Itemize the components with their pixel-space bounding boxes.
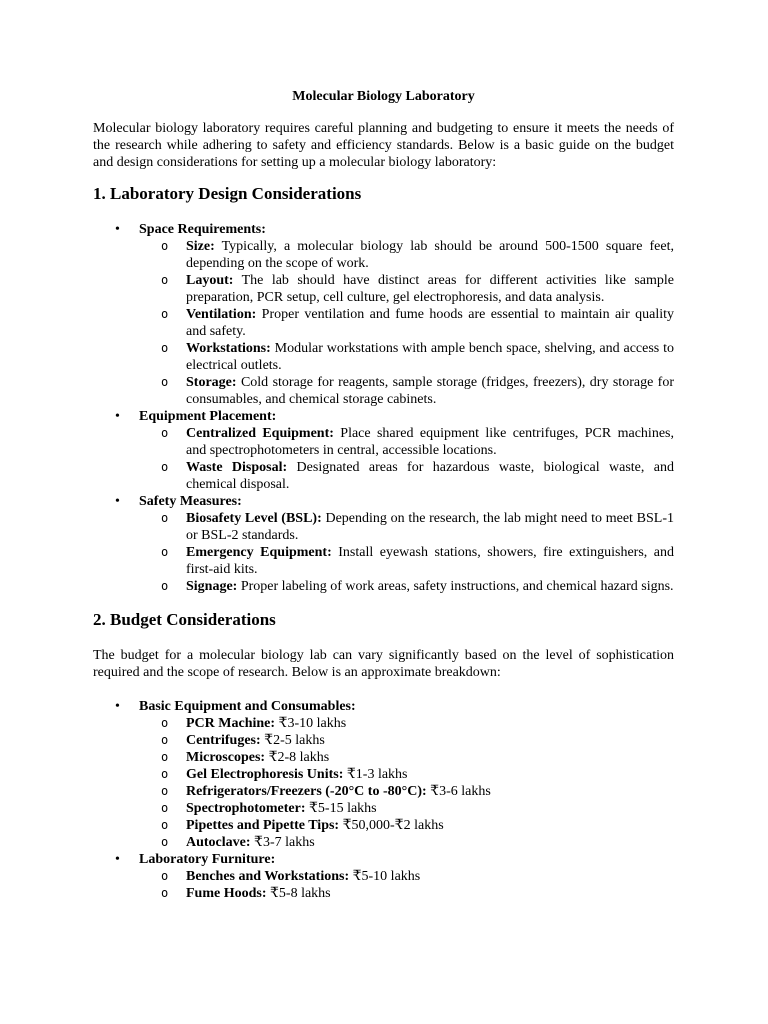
item-term: PCR Machine: [186, 716, 276, 731]
bullet-marker: • [115, 852, 120, 867]
item-text: Designated areas for hazardous waste, biological waste, and chemical disposal. [186, 460, 674, 492]
item-term: Spectrophotometer: [186, 801, 306, 816]
item-text: Place shared equipment like centrifuges, PCR machines, and spectrophotometers in central, accessible locations. [186, 426, 674, 458]
list-item [139, 715, 674, 732]
item-text: ₹2-8 lakhs [265, 750, 330, 765]
group-label: Space Requirements: [139, 222, 266, 237]
item-term: Signage: [186, 579, 238, 594]
item-term: Ventilation: [186, 307, 257, 322]
list-item [139, 834, 674, 851]
sub-bullet-marker: o [161, 460, 169, 474]
item-term: Refrigerators/Freezers (-20°C to -80°C): [186, 784, 427, 799]
list-item [139, 578, 674, 595]
sub-bullet-marker: o [161, 716, 169, 730]
list-item [139, 459, 674, 493]
item-text: Depending on the research, the lab might need to meet BSL-1 or BSL-2 standards. [186, 511, 674, 543]
spacer [93, 681, 674, 698]
sub-bullet-marker: o [161, 511, 169, 525]
sub-bullet-marker: o [161, 341, 169, 355]
list-item [139, 800, 674, 817]
sub-bullet-marker: o [161, 375, 169, 389]
group-label: Safety Measures: [139, 494, 242, 509]
list-group [93, 408, 674, 493]
section-2-list [93, 698, 674, 902]
sub-list [139, 868, 674, 902]
item-text: ₹2-5 lakhs [260, 733, 325, 748]
sub-list [139, 510, 674, 595]
sub-bullet-marker: o [161, 886, 169, 900]
bullet-marker: • [115, 409, 120, 424]
sub-bullet-marker: o [161, 307, 169, 321]
sub-bullet-marker: o [161, 733, 169, 747]
list-group [93, 221, 674, 408]
item-text: ₹5-10 lakhs [349, 869, 421, 884]
item-term: Storage: [186, 375, 237, 390]
item-term: Layout: [186, 273, 234, 288]
item-term: Workstations: [186, 341, 271, 356]
item-term: Biosafety Level (BSL): [186, 511, 322, 526]
item-text: ₹3-6 lakhs [426, 784, 491, 799]
item-text: Typically, a molecular biology lab should be around 500-1500 square feet, depending on the scope of work. [186, 239, 674, 271]
list-group [93, 493, 674, 595]
list-group [93, 851, 674, 902]
sub-list [139, 715, 674, 851]
sub-bullet-marker: o [161, 818, 169, 832]
item-text: ₹3-10 lakhs [275, 716, 347, 731]
item-text: ₹1-3 lakhs [343, 767, 408, 782]
item-term: Size: [186, 239, 215, 254]
item-text: ₹5-8 lakhs [266, 886, 331, 901]
section-2-intro: The budget for a molecular biology lab can vary significantly based on the level of sophistication required and the scope of research. Below is an approximate breakdown: [93, 648, 674, 680]
list-item [139, 510, 674, 544]
item-text: Proper labeling of work areas, safety instructions, and chemical hazard signs. [237, 579, 674, 594]
list-item [139, 544, 674, 578]
sub-bullet-marker: o [161, 869, 169, 883]
bullet-marker: • [115, 222, 120, 237]
group-label: Equipment Placement: [139, 409, 277, 424]
item-term: Fume Hoods: [186, 886, 267, 901]
list-item [139, 306, 674, 340]
sub-bullet-marker: o [161, 801, 169, 815]
item-term: Autoclave: [186, 835, 251, 850]
list-item [139, 272, 674, 306]
sub-bullet-marker: o [161, 426, 169, 440]
sub-bullet-marker: o [161, 835, 169, 849]
list-item [139, 238, 674, 272]
sub-list [139, 238, 674, 408]
section-2-heading: 2. Budget Considerations [93, 610, 276, 629]
sub-bullet-marker: o [161, 767, 169, 781]
item-term: Centrifuges: [186, 733, 261, 748]
item-term: Gel Electrophoresis Units: [186, 767, 344, 782]
list-item [139, 340, 674, 374]
sub-bullet-marker: o [161, 239, 169, 253]
group-label: Laboratory Furniture: [139, 852, 276, 867]
sub-bullet-marker: o [161, 784, 169, 798]
list-item [139, 732, 674, 749]
item-term: Emergency Equipment: [186, 545, 332, 560]
section-1-list [93, 221, 674, 595]
group-label: Basic Equipment and Consumables: [139, 699, 356, 714]
item-text: Cold storage for reagents, sample storage (fridges, freezers), dry storage for consumables, and chemical storage cabinets. [186, 375, 674, 407]
item-term: Pipettes and Pipette Tips: [186, 818, 340, 833]
bullet-marker: • [115, 494, 120, 509]
item-text: Proper ventilation and fume hoods are essential to maintain air quality and safety. [186, 307, 674, 339]
list-item [139, 749, 674, 766]
item-text: Install eyewash stations, showers, fire extinguishers, and first-aid kits. [186, 545, 674, 577]
item-term: Microscopes: [186, 750, 266, 765]
item-text: Modular workstations with ample bench space, shelving, and access to electrical outlets. [186, 341, 674, 373]
item-text: ₹3-7 lakhs [250, 835, 315, 850]
sub-bullet-marker: o [161, 273, 169, 287]
list-item [139, 766, 674, 783]
item-term: Waste Disposal: [186, 460, 288, 475]
section-1-heading: 1. Laboratory Design Considerations [93, 184, 362, 203]
list-group [93, 698, 674, 851]
sub-bullet-marker: o [161, 545, 169, 559]
item-text: ₹50,000-₹2 lakhs [339, 818, 444, 833]
item-text: The lab should have distinct areas for different activities like sample preparation, PCR setup, cell culture, gel electrophoresis, and data analysis. [186, 273, 674, 305]
sub-list [139, 425, 674, 493]
list-item [139, 783, 674, 800]
item-text: ₹5-15 lakhs [305, 801, 377, 816]
list-item [139, 885, 674, 902]
sub-bullet-marker: o [161, 579, 169, 593]
list-item [139, 425, 674, 459]
list-item [139, 374, 674, 408]
sub-bullet-marker: o [161, 750, 169, 764]
document-title: Molecular Biology Laboratory [292, 89, 475, 104]
bullet-marker: • [115, 699, 120, 714]
intro-paragraph: Molecular biology laboratory requires careful planning and budgeting to ensure it meets the needs of the research while adhering to safety and efficiency standards. Below is a basic guide on the budget and design considerations for setting up a molecular biology laboratory: [93, 121, 674, 170]
list-item [139, 868, 674, 885]
item-term: Centralized Equipment: [186, 426, 334, 441]
item-term: Benches and Workstations: [186, 869, 350, 884]
list-item [139, 817, 674, 834]
